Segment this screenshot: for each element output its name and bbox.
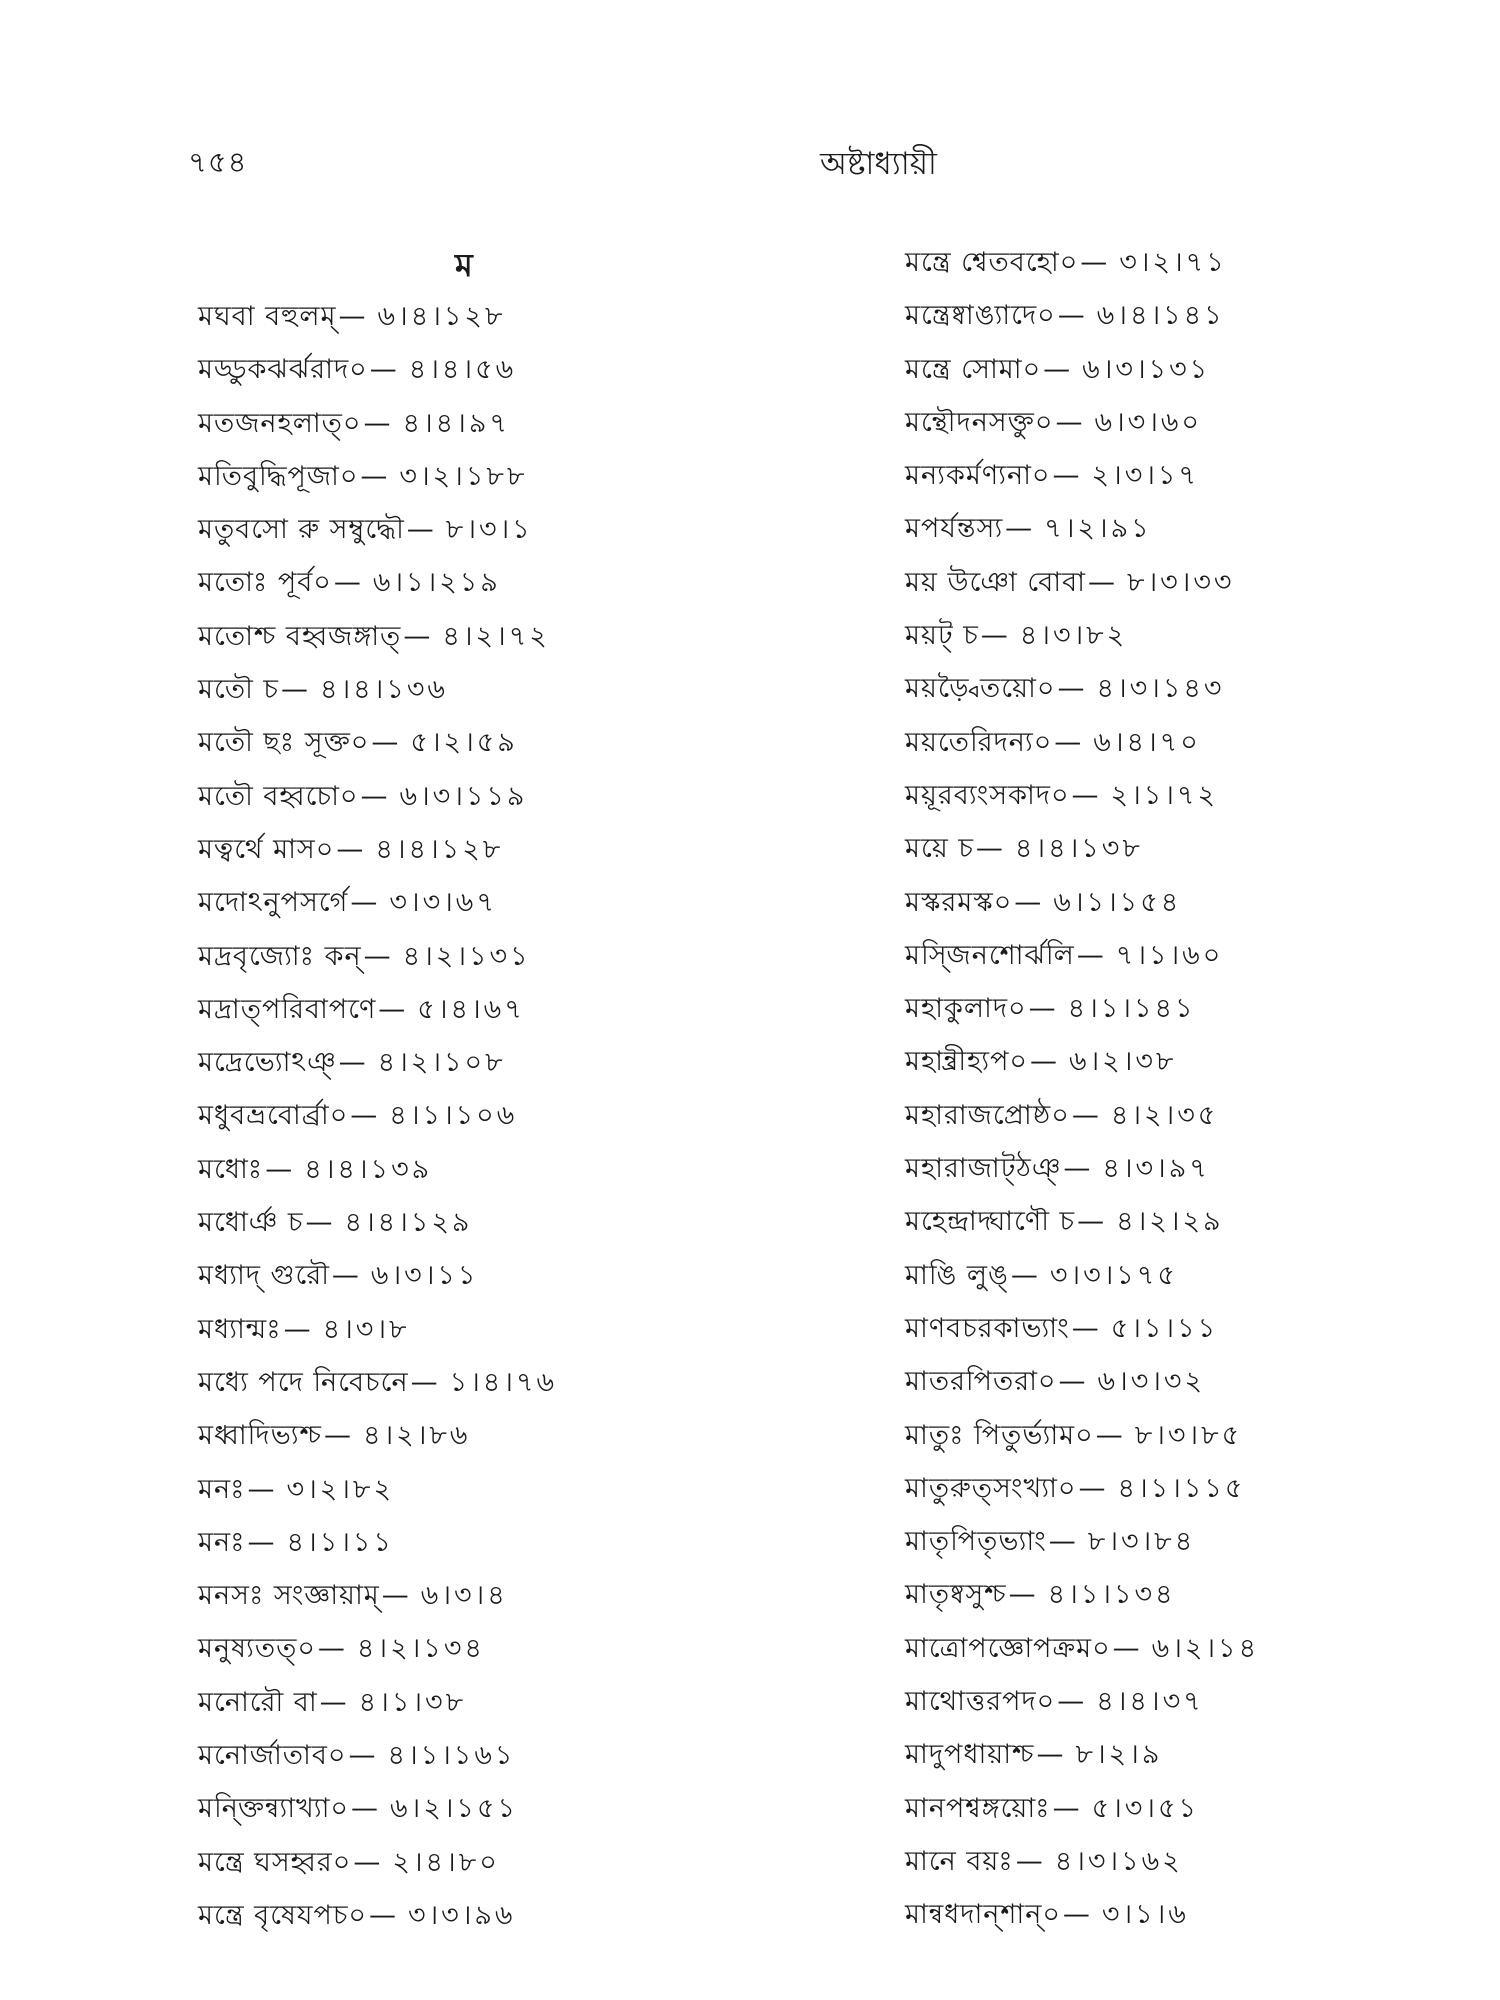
index-entry bbox=[905, 449, 1500, 502]
index-entry bbox=[905, 1462, 1500, 1515]
index-entry bbox=[905, 556, 1500, 609]
sutra-reference: ৫।২।৫৯ bbox=[410, 727, 518, 759]
sutra-text: মতুবসো রু সম্বুদ্ধৌ bbox=[198, 514, 405, 546]
index-entry bbox=[198, 876, 838, 929]
left-column bbox=[198, 290, 838, 1942]
sutra-reference: ৩।২।৭১ bbox=[1119, 247, 1227, 278]
sutra-text: মানপশ্বঙ্গয়োঃ bbox=[905, 1792, 1051, 1824]
sutra-reference: ৪।৩।১৪৩ bbox=[1096, 673, 1225, 705]
sutra-reference: ৪।৩।৮ bbox=[322, 1313, 410, 1345]
sutra-reference: ২।৩।১৭ bbox=[1091, 460, 1199, 492]
entry-dash: — bbox=[319, 1686, 347, 1718]
sutra-reference: ৪।৪।৯৭ bbox=[402, 407, 510, 439]
index-entry bbox=[198, 930, 838, 983]
index-entry bbox=[198, 1089, 838, 1142]
index-entry bbox=[905, 236, 1500, 289]
index-entry bbox=[905, 396, 1500, 449]
index-entry bbox=[198, 1836, 838, 1889]
sutra-reference: ৪।২।৮৬ bbox=[362, 1420, 471, 1452]
sutra-text: মড্ডুকঝর্ঝরাদ০ bbox=[198, 354, 368, 386]
entry-dash: — bbox=[350, 887, 378, 919]
sutra-text: মতৌ বহ্বচো০ bbox=[198, 780, 359, 812]
sutra-text: মনুষ্যতত্০ bbox=[198, 1633, 316, 1665]
entry-dash: — bbox=[1010, 1259, 1038, 1291]
entry-dash: — bbox=[381, 1580, 409, 1612]
entry-dash: — bbox=[353, 1846, 381, 1878]
sutra-text: মধোর্ঞ চ bbox=[198, 1207, 304, 1239]
sutra-reference: ৩।৩।৯৬ bbox=[407, 1899, 516, 1931]
sutra-text: মাতুরুত্সংখ্যা০ bbox=[905, 1472, 1077, 1504]
index-entry bbox=[905, 1035, 1500, 1088]
running-head: অষ্টাধ্যায়ী bbox=[820, 146, 937, 182]
index-entry bbox=[905, 822, 1500, 875]
index-entry bbox=[198, 1622, 838, 1675]
index-entry bbox=[905, 1195, 1500, 1248]
entry-dash: — bbox=[360, 460, 388, 492]
sutra-reference: ৬।২।১৪ bbox=[1151, 1632, 1260, 1664]
entry-dash: — bbox=[975, 833, 1003, 865]
entry-dash: — bbox=[1048, 1526, 1076, 1558]
entry-dash: — bbox=[1014, 886, 1042, 918]
entry-dash: — bbox=[283, 1313, 311, 1345]
entry-dash: — bbox=[1063, 1153, 1091, 1185]
index-entry bbox=[905, 502, 1500, 555]
sutra-text: ময় উঞো বোবা bbox=[905, 566, 1086, 598]
sutra-text: মাতুঃ পিতুর্ভ্যাম০ bbox=[905, 1419, 1094, 1451]
index-entry bbox=[198, 770, 838, 823]
sutra-reference: ৬।২।১৫১ bbox=[390, 1793, 518, 1825]
sutra-reference: ৬।৪।১৪১ bbox=[1096, 300, 1225, 332]
entry-dash: — bbox=[265, 1153, 293, 1185]
index-entry bbox=[198, 343, 838, 396]
sutra-text: ময়ট্ চ bbox=[905, 620, 979, 652]
entry-dash: — bbox=[1028, 993, 1056, 1025]
sutra-reference: ৮।৩।৮৫ bbox=[1134, 1419, 1243, 1451]
sutra-reference: ৮।৩।১ bbox=[445, 514, 533, 546]
index-entry bbox=[905, 662, 1500, 715]
entry-dash: — bbox=[1095, 1419, 1123, 1451]
sutra-text: মহারাজাট্ঠঞ্ bbox=[905, 1153, 1062, 1185]
sutra-text: মদ্রবৃজ্যোঃ কন্ bbox=[198, 940, 362, 972]
index-entry bbox=[198, 290, 838, 343]
index-entry bbox=[905, 1409, 1500, 1462]
sutra-text: মতোঃ পূর্ব০ bbox=[198, 567, 332, 599]
index-entry bbox=[905, 982, 1500, 1035]
entry-dash: — bbox=[1057, 673, 1085, 705]
entry-dash: — bbox=[323, 1420, 351, 1452]
sutra-reference: ৪।৪।১২৯ bbox=[344, 1207, 473, 1239]
index-entry bbox=[198, 1036, 838, 1089]
entry-dash: — bbox=[333, 567, 361, 599]
entry-dash: — bbox=[406, 514, 434, 546]
sutra-reference: ৪।২।১৩৪ bbox=[356, 1633, 485, 1665]
entry-dash: — bbox=[338, 301, 366, 332]
sutra-text: মত্বর্থে মাস০ bbox=[198, 833, 335, 865]
entry-dash: — bbox=[1087, 566, 1115, 598]
entry-dash: — bbox=[1052, 460, 1080, 492]
index-entry bbox=[905, 1835, 1500, 1888]
index-entry bbox=[198, 1516, 838, 1569]
sutra-text: মাতৃষ্বসুশ্চ bbox=[905, 1579, 1007, 1611]
sutra-reference: ৪।১।১১৫ bbox=[1117, 1472, 1246, 1504]
sutra-text: মধ্যে পদে নিবেচনে bbox=[198, 1366, 409, 1398]
sutra-reference: ২।৪।৮০ bbox=[392, 1846, 500, 1878]
entry-dash: — bbox=[1071, 1312, 1099, 1344]
sutra-text: মতৌ চ bbox=[198, 674, 279, 706]
entry-dash: — bbox=[1057, 1686, 1085, 1718]
page-number: ৭৫৪ bbox=[188, 145, 248, 179]
sutra-reference: ৬।৩।১১৯ bbox=[399, 780, 528, 812]
entry-dash: — bbox=[368, 1899, 396, 1931]
entry-dash: — bbox=[336, 833, 364, 865]
index-entry bbox=[198, 1409, 838, 1462]
sutra-text: মপর্যন্তস্য bbox=[905, 513, 1004, 545]
sutra-text: মান্বধদান্শান্০ bbox=[905, 1899, 1061, 1931]
sutra-reference: ৭।২।৯১ bbox=[1044, 513, 1152, 545]
sutra-text: মনসঃ সংজ্ঞায়াম্ bbox=[198, 1580, 380, 1612]
index-entry bbox=[198, 397, 838, 450]
sutra-text: মহাকুলাদ০ bbox=[905, 993, 1027, 1025]
entry-dash: — bbox=[363, 940, 391, 972]
entry-dash: — bbox=[378, 993, 406, 1025]
sutra-reference: ৮।২।৯ bbox=[1075, 1739, 1163, 1771]
index-entry bbox=[198, 1729, 838, 1782]
index-entry bbox=[905, 1568, 1500, 1621]
sutra-reference: ৬।৩।৩২ bbox=[1097, 1366, 1206, 1398]
sutra-text: মদ্রাত্পরিবাপণে bbox=[198, 993, 377, 1025]
sutra-text: মঘবা বহুলম্ bbox=[198, 301, 337, 332]
sutra-text: মদ্রেভ্যোঽঞ্ bbox=[198, 1047, 337, 1079]
sutra-text: মধ্বাদিভ্যশ্চ bbox=[198, 1420, 322, 1452]
entry-dash: — bbox=[1062, 1899, 1090, 1931]
entry-dash: — bbox=[360, 780, 388, 812]
index-entry bbox=[905, 1675, 1500, 1728]
entry-dash: — bbox=[1071, 779, 1099, 811]
sutra-text: মহান্ব্রীহ্যপ০ bbox=[905, 1046, 1028, 1078]
sutra-reference: ৪।৩।১৬২ bbox=[1054, 1845, 1183, 1877]
entry-dash: — bbox=[403, 620, 431, 652]
entry-dash: — bbox=[1054, 726, 1082, 758]
index-entry bbox=[198, 610, 838, 663]
entry-dash: — bbox=[363, 407, 391, 439]
entry-dash: — bbox=[369, 354, 397, 386]
index-entry bbox=[905, 876, 1500, 929]
entry-dash: — bbox=[1058, 1366, 1086, 1398]
sutra-text: ময়তেরিদন্য০ bbox=[905, 726, 1053, 758]
sutra-reference: ৪।২।৩৫ bbox=[1110, 1099, 1219, 1131]
sutra-reference: ৪।৪।৫৬ bbox=[408, 354, 517, 386]
index-entry bbox=[905, 1728, 1500, 1781]
right-column bbox=[905, 236, 1500, 1942]
entry-dash: — bbox=[305, 1207, 333, 1239]
entry-dash: — bbox=[247, 1526, 275, 1558]
sutra-reference: ৭।১।৬০ bbox=[1115, 939, 1224, 971]
sutra-reference: ৩।২।১৮৮ bbox=[399, 460, 528, 492]
entry-dash: — bbox=[1112, 1632, 1140, 1664]
entry-dash: — bbox=[1078, 1472, 1106, 1504]
entry-dash: — bbox=[1052, 1792, 1080, 1824]
sutra-text: মাণবচরকাভ্যাং bbox=[905, 1312, 1070, 1344]
sutra-text: মানে বয়ঃ bbox=[905, 1845, 1014, 1877]
sutra-reference: ৬।১।২১৯ bbox=[372, 567, 501, 599]
index-entry bbox=[905, 343, 1500, 396]
index-entry bbox=[198, 983, 838, 1036]
sutra-text: ময়ূরব্যংসকাদ০ bbox=[905, 779, 1070, 811]
sutra-reference: ৬।৪।৭০ bbox=[1093, 726, 1201, 758]
entry-dash: — bbox=[1036, 1739, 1064, 1771]
sutra-reference: ৪।৪।১২৮ bbox=[375, 833, 504, 865]
entry-dash: — bbox=[1008, 1579, 1036, 1611]
entry-dash: — bbox=[1057, 300, 1085, 332]
sutra-reference: ৪।১।১৬১ bbox=[387, 1740, 516, 1772]
index-entry bbox=[905, 1515, 1500, 1568]
sutra-text: মস্করমস্ক০ bbox=[905, 886, 1013, 918]
sutra-reference: ৪।৩।৮২ bbox=[1019, 620, 1128, 652]
sutra-reference: ৬।৩।৬০ bbox=[1094, 406, 1202, 438]
sutra-text: ময়ে চ bbox=[905, 833, 974, 865]
index-entry bbox=[198, 1463, 838, 1516]
sutra-reference: ৪।৪।৩৭ bbox=[1096, 1686, 1204, 1718]
entry-dash: — bbox=[331, 1260, 359, 1292]
index-entry bbox=[198, 1303, 838, 1356]
index-entry bbox=[905, 929, 1500, 982]
index-entry bbox=[198, 1676, 838, 1729]
sutra-text: মনঃ bbox=[198, 1526, 246, 1558]
index-entry bbox=[198, 663, 838, 716]
sutra-reference: ৫।৪।৬৭ bbox=[417, 993, 525, 1025]
index-entry bbox=[198, 716, 838, 769]
sutra-reference: ১।৪।৭৬ bbox=[449, 1366, 558, 1398]
sutra-reference: ৪।১।৩৮ bbox=[358, 1686, 467, 1718]
index-entry bbox=[198, 1782, 838, 1835]
sutra-reference: ৬।১।১৫৪ bbox=[1053, 886, 1182, 918]
index-entry bbox=[198, 1569, 838, 1622]
sutra-text: মতজনহলাত্০ bbox=[198, 407, 362, 439]
sutra-text: মধ্যাদ্ গুরৌ bbox=[198, 1260, 330, 1292]
entry-dash: — bbox=[1055, 406, 1083, 438]
sutra-text: মধ্যান্মঃ bbox=[198, 1313, 282, 1345]
entry-dash: — bbox=[1071, 1099, 1099, 1131]
sutra-reference: ৫।৩।৫১ bbox=[1091, 1792, 1200, 1824]
sutra-reference: ৬।৪।১২৮ bbox=[377, 301, 506, 332]
index-entry bbox=[905, 609, 1500, 662]
sutra-text: মন্ত্রে শ্বেতবহো০ bbox=[905, 247, 1079, 278]
sutra-text: মনোর্জাতাব০ bbox=[198, 1740, 347, 1772]
index-entry bbox=[198, 823, 838, 876]
sutra-reference: ৪।১।১৩৪ bbox=[1047, 1579, 1176, 1611]
sutra-text: মাদুপধায়াশ্চ bbox=[905, 1739, 1035, 1771]
sutra-text: মাত্রোপজ্ঞোপক্রম০ bbox=[905, 1632, 1111, 1664]
index-entry bbox=[198, 1249, 838, 1302]
entry-dash: — bbox=[1043, 353, 1071, 385]
index-entry bbox=[905, 1355, 1500, 1408]
index-entry bbox=[905, 289, 1500, 342]
index-entry bbox=[905, 1622, 1500, 1675]
sutra-text: মন্ত্রেষ্বাঙ্যাদে০ bbox=[905, 300, 1056, 332]
sutra-reference: ২।১।৭২ bbox=[1110, 779, 1219, 811]
sutra-reference: ৪।১।১৪১ bbox=[1067, 993, 1196, 1025]
section-letter: ম bbox=[455, 246, 473, 284]
entry-dash: — bbox=[980, 620, 1008, 652]
sutra-text: মতোশ্চ বহ্বজঙ্গাত্ bbox=[198, 620, 402, 652]
sutra-text: মাতৃপিতৃভ্যাং bbox=[905, 1526, 1047, 1558]
sutra-text: মতৌ ছঃ সূক্ত০ bbox=[198, 727, 370, 759]
sutra-reference: ৪।১।১১ bbox=[286, 1526, 394, 1558]
sutra-reference: ৬।২।৩৮ bbox=[1068, 1046, 1177, 1078]
entry-dash: — bbox=[1015, 1845, 1043, 1877]
entry-dash: — bbox=[1080, 247, 1108, 278]
entry-dash: — bbox=[410, 1366, 438, 1398]
index-entry bbox=[198, 450, 838, 503]
index-entry bbox=[198, 556, 838, 609]
sutra-text: মহেন্দ্রাদ্ঘাণৌ চ bbox=[905, 1206, 1076, 1238]
entry-dash: — bbox=[280, 674, 308, 706]
sutra-reference: ৬।৩।১৩১ bbox=[1082, 353, 1211, 385]
entry-dash: — bbox=[1005, 513, 1033, 545]
sutra-text: মাতরপিতরা০ bbox=[905, 1366, 1057, 1398]
sutra-reference: ৪।৪।১৩৯ bbox=[304, 1153, 433, 1185]
entry-dash: — bbox=[338, 1047, 366, 1079]
sutra-reference: ৩।৩।৬৭ bbox=[389, 887, 497, 919]
sutra-text: মাথোত্তরপদ০ bbox=[905, 1686, 1056, 1718]
sutra-reference: ৪।২।২৯ bbox=[1116, 1206, 1224, 1238]
entry-dash: — bbox=[348, 1740, 376, 1772]
sutra-text: মদোঽনুপসর্গে bbox=[198, 887, 349, 919]
sutra-reference: ৮।৩।৮৪ bbox=[1087, 1526, 1196, 1558]
sutra-text: মনোরৌ বা bbox=[198, 1686, 318, 1718]
index-entry bbox=[905, 1142, 1500, 1195]
sutra-reference: ৩।১।৬ bbox=[1101, 1899, 1189, 1931]
sutra-text: মধোঃ bbox=[198, 1153, 264, 1185]
sutra-reference: ৪।৪।১৩৬ bbox=[319, 674, 448, 706]
sutra-text: মন্ত্রে সোমা০ bbox=[905, 353, 1042, 385]
sutra-reference: ৪।১।১০৬ bbox=[389, 1100, 518, 1132]
sutra-text: মন্ত্রে বৃষেযপচ০ bbox=[198, 1899, 367, 1931]
entry-dash: — bbox=[371, 727, 399, 759]
sutra-reference: ৪।২।১৩১ bbox=[402, 940, 531, 972]
entry-dash: — bbox=[350, 1100, 378, 1132]
sutra-reference: ৪।৪।১৩৮ bbox=[1014, 833, 1143, 865]
sutra-text: মন্ক্তিন্ব্যাখ্যা০ bbox=[198, 1793, 349, 1825]
entry-dash: — bbox=[351, 1793, 378, 1825]
index-entry bbox=[905, 1249, 1500, 1302]
sutra-reference: ৪।২।৭২ bbox=[442, 620, 550, 652]
index-entry bbox=[198, 1889, 838, 1942]
entry-dash: — bbox=[317, 1633, 345, 1665]
index-entry bbox=[198, 1196, 838, 1249]
sutra-reference: ৬।৩।১১ bbox=[370, 1260, 479, 1292]
sutra-text: মতিবুদ্ধিপূজা০ bbox=[198, 460, 359, 492]
sutra-reference: ৪।৩।৯৭ bbox=[1102, 1153, 1210, 1185]
entry-dash: — bbox=[247, 1473, 275, 1505]
entry-dash: — bbox=[1076, 939, 1104, 971]
sutra-text: মন্ত্রে ঘসহ্বর০ bbox=[198, 1846, 352, 1878]
sutra-text: মনঃ bbox=[198, 1473, 246, 1505]
sutra-text: মহারাজপ্রোষ্ঠ০ bbox=[905, 1099, 1070, 1131]
entry-dash: — bbox=[1029, 1046, 1057, 1078]
index-entry bbox=[905, 1888, 1500, 1941]
sutra-reference: ৮।৩।৩৩ bbox=[1126, 566, 1235, 598]
sutra-reference: ৩।২।৮২ bbox=[286, 1473, 395, 1505]
index-entry bbox=[905, 1302, 1500, 1355]
sutra-reference: ৩।৩।১৭৫ bbox=[1049, 1259, 1178, 1291]
sutra-text: মন্থৌদনসক্তু০ bbox=[905, 406, 1054, 438]
sutra-text: মাঙি লুঙ্ bbox=[905, 1259, 1009, 1291]
index-entry bbox=[905, 716, 1500, 769]
entry-dash: — bbox=[1077, 1206, 1105, 1238]
index-entry bbox=[905, 1782, 1500, 1835]
sutra-text: মস্জিনশোর্ঝলি bbox=[905, 939, 1075, 971]
index-entry bbox=[198, 1356, 838, 1409]
sutra-reference: ৫।১।১১ bbox=[1110, 1312, 1219, 1344]
sutra-reference: ৪।২।১০৮ bbox=[377, 1047, 506, 1079]
index-entry bbox=[198, 1143, 838, 1196]
index-entry bbox=[905, 769, 1500, 822]
sutra-text: মন্যকর্মণ্যনা০ bbox=[905, 460, 1051, 492]
index-entry bbox=[905, 1089, 1500, 1142]
sutra-reference: ৬।৩।৪ bbox=[420, 1580, 508, 1612]
sutra-text: মধুবভ্রবোর্ব্রা০ bbox=[198, 1100, 349, 1132]
index-entry bbox=[198, 503, 838, 556]
sutra-text: ময়ড়্বৈতয়ো০ bbox=[905, 673, 1056, 705]
